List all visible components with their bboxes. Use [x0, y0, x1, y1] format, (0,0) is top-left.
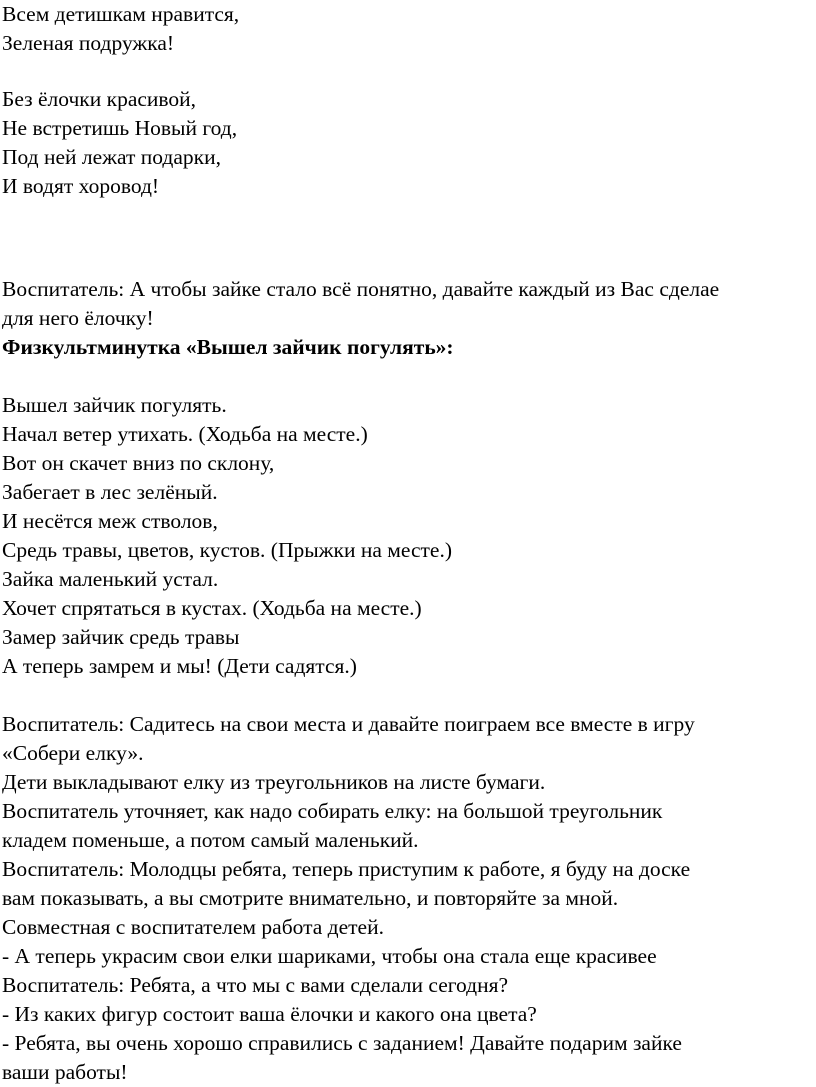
text-line: вам показывать, а вы смотрите внимательно, и повторяйте за мной.	[2, 886, 619, 910]
section-heading: Физкультминутка «Вышел зайчик погулять»:	[2, 335, 454, 359]
poem-line: И несётся меж стволов,	[2, 509, 218, 533]
paragraph-gap	[2, 681, 816, 710]
paragraph-gap	[2, 58, 816, 85]
text-line: - Из каких фигур состоит ваша ёлочки и какого она цвета?	[2, 1002, 537, 1026]
text-line: «Собери елку».	[2, 741, 144, 765]
poem-line: Зеленая подружка!	[2, 31, 175, 55]
text-line: Дети выкладывают елку из треугольников на листе бумаги.	[2, 770, 546, 794]
poem-line: Без ёлочки красивой,	[2, 87, 197, 111]
paragraph-gap	[2, 362, 816, 391]
text-line: - Ребята, вы очень хорошо справились с заданием! Давайте подарим зайке	[2, 1031, 682, 1055]
exercise-poem	[2, 391, 816, 681]
poem-line: Всем детишкам нравится,	[2, 2, 240, 26]
text-line: для него ёлочку!	[2, 306, 154, 330]
poem-line: Забегает в лес зелёный.	[2, 480, 218, 504]
poem-line: Вот он скачет вниз по склону,	[2, 451, 275, 475]
poem-line: Замер зайчик средь травы	[2, 625, 240, 649]
poem-line: А теперь замрем и мы! (Дети садятся.)	[2, 654, 357, 678]
text-line: ваши работы!	[2, 1060, 128, 1084]
poem-line: Хочет спрятаться в кустах. (Ходьба на месте.)	[2, 596, 422, 620]
poem-line: И водят хоровод!	[2, 174, 160, 198]
text-line: Воспитатель: Молодцы ребята, теперь приступим к работе, я буду на доске	[2, 857, 691, 881]
text-line: Воспитатель: А чтобы зайке стало всё понятно, давайте каждый из Вас сделае	[2, 277, 720, 301]
poem-line: Начал ветер утихать. (Ходьба на месте.)	[2, 422, 368, 446]
poem-stanza-1	[2, 0, 816, 58]
poem-stanza-2	[2, 85, 816, 201]
paragraph-gap	[2, 201, 816, 275]
text-line: Воспитатель уточняет, как надо собирать елку: на большой треугольник	[2, 799, 663, 823]
poem-line: Зайка маленький устал.	[2, 567, 219, 591]
poem-line: Не встретишь Новый год,	[2, 116, 238, 140]
text-line: Воспитатель: Ребята, а что мы с вами сделали сегодня?	[2, 973, 509, 997]
closing-section	[2, 710, 816, 1087]
poem-line: Средь травы, цветов, кустов. (Прыжки на месте.)	[2, 538, 452, 562]
poem-line: Вышел зайчик погулять.	[2, 393, 227, 417]
intro-paragraph	[2, 275, 816, 362]
text-line: кладем поменьше, а потом самый маленький.	[2, 828, 419, 852]
text-line: - А теперь украсим свои елки шариками, чтобы она стала еще красивее	[2, 944, 657, 968]
poem-line: Под ней лежат подарки,	[2, 145, 221, 169]
text-line: Совместная с воспитателем работа детей.	[2, 915, 384, 939]
text-line: Воспитатель: Садитесь на свои места и давайте поиграем все вместе в игру	[2, 712, 695, 736]
